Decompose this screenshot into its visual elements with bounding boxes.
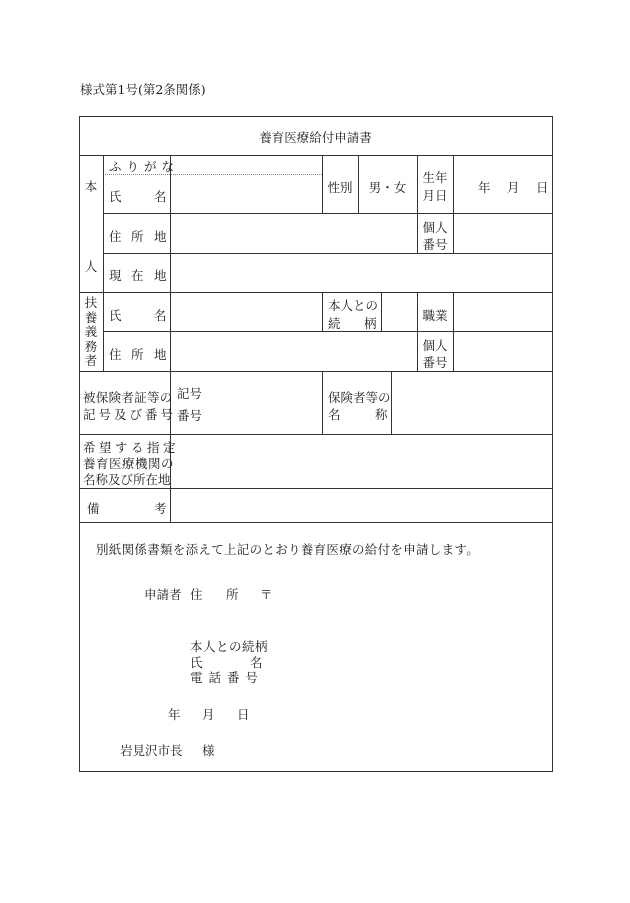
fuyo-relation-label-3: 柄 bbox=[364, 316, 377, 331]
fuyo-relation-label-1: 本人との bbox=[328, 298, 379, 313]
fuyo-name-input[interactable] bbox=[171, 293, 321, 330]
fuyo-relation-input[interactable] bbox=[382, 293, 416, 330]
applicant-label: 申請者 bbox=[144, 587, 182, 602]
addressee-name: 岩見沢市長 bbox=[120, 743, 183, 758]
remarks-label-2: 考 bbox=[154, 501, 167, 516]
applicant-phone: 電 話 番 号 bbox=[190, 670, 259, 685]
insurance-label-2: 記号及び番号 bbox=[83, 407, 177, 422]
birth-month: 月 bbox=[507, 180, 520, 195]
honin-personal-number-2: 番号 bbox=[422, 237, 448, 252]
honin-address-input[interactable] bbox=[171, 214, 416, 252]
insurance-bango-label: 番号 bbox=[177, 408, 203, 423]
honin-name-label-1: 氏 bbox=[109, 189, 122, 204]
fuyo-address-input[interactable] bbox=[171, 332, 416, 370]
honin-name-input[interactable] bbox=[171, 175, 321, 212]
honin-address-1: 住 bbox=[109, 229, 122, 244]
fuyo-name-1: 氏 bbox=[109, 308, 122, 323]
birth-label-1: 生年 bbox=[422, 170, 448, 185]
fuyo-personal-number-1: 個人 bbox=[422, 338, 448, 353]
current-address-3: 地 bbox=[154, 268, 167, 283]
fuyo-relation-label-2: 続 bbox=[328, 316, 341, 331]
honin-side-bottom: 人 bbox=[84, 259, 98, 274]
institution-label-2: 養育医療機関の bbox=[83, 456, 175, 471]
institution-label-1: 希望する指定 bbox=[83, 440, 180, 455]
insurer-label-3: 称 bbox=[375, 407, 388, 422]
form-number: 様式第1号(第2条関係) bbox=[80, 82, 206, 97]
gender-label: 性別 bbox=[327, 180, 353, 195]
birth-day: 日 bbox=[536, 180, 549, 195]
applicant-name-2: 名 bbox=[250, 655, 263, 670]
fuyo-address-3: 地 bbox=[154, 347, 167, 362]
fuyo-address-2: 所 bbox=[131, 347, 144, 362]
honin-address-2: 所 bbox=[131, 229, 144, 244]
fuyo-occupation-label: 職業 bbox=[422, 308, 448, 323]
insurer-name-input[interactable] bbox=[392, 372, 551, 433]
fuyo-address-1: 住 bbox=[109, 347, 122, 362]
form-title: 養育医療給付申請書 bbox=[259, 130, 372, 145]
applicant-name-1: 氏 bbox=[190, 655, 203, 670]
honin-address-3: 地 bbox=[154, 229, 167, 244]
applicant-relation: 本人との続柄 bbox=[190, 639, 269, 654]
institution-label-3: 名称及び所在地 bbox=[83, 472, 171, 487]
honin-personal-number-1: 個人 bbox=[422, 220, 448, 235]
applicant-addr-2: 所 bbox=[226, 587, 239, 602]
insurance-label-1: 被保険者証等の bbox=[83, 390, 173, 405]
date-year: 年 bbox=[168, 707, 181, 722]
remarks-label-1: 備 bbox=[87, 501, 100, 516]
insurance-kigo-label: 記号 bbox=[177, 386, 203, 401]
fuyo-name-2: 名 bbox=[154, 308, 167, 323]
postal-mark: 〒 bbox=[260, 587, 273, 602]
honin-side-top: 本 bbox=[84, 179, 98, 194]
current-address-1: 現 bbox=[109, 268, 122, 283]
honin-name-label-2: 名 bbox=[154, 189, 167, 204]
fuyo-occupation-input[interactable] bbox=[454, 293, 551, 330]
applicant-addr-1: 住 bbox=[190, 587, 203, 602]
fuyo-personal-number-2: 番号 bbox=[422, 355, 448, 370]
insurer-label-1: 保険者等の bbox=[328, 390, 391, 405]
remarks-input[interactable] bbox=[171, 489, 551, 521]
fuyo-side-label: 扶 養 義 務 者 bbox=[84, 295, 98, 368]
furigana-input[interactable] bbox=[171, 156, 321, 173]
addressee-honorific: 様 bbox=[202, 743, 215, 758]
institution-input[interactable] bbox=[171, 435, 551, 487]
birth-year: 年 bbox=[478, 180, 491, 195]
date-month: 月 bbox=[202, 707, 215, 722]
insurance-number-input[interactable] bbox=[205, 374, 320, 432]
statement-text: 別紙関係書類を添えて上記のとおり養育医療の給付を申請します。 bbox=[96, 542, 480, 557]
furigana-label: ふりがな bbox=[109, 159, 180, 174]
date-day: 日 bbox=[237, 707, 250, 722]
insurer-label-2: 名 bbox=[328, 407, 341, 422]
fuyo-personal-number-input[interactable] bbox=[454, 332, 551, 370]
current-address-input[interactable] bbox=[171, 254, 551, 291]
current-address-2: 在 bbox=[131, 268, 144, 283]
gender-value[interactable]: 男・女 bbox=[368, 180, 407, 195]
honin-personal-number-input[interactable] bbox=[454, 214, 551, 252]
birth-label-2: 月日 bbox=[422, 188, 448, 203]
